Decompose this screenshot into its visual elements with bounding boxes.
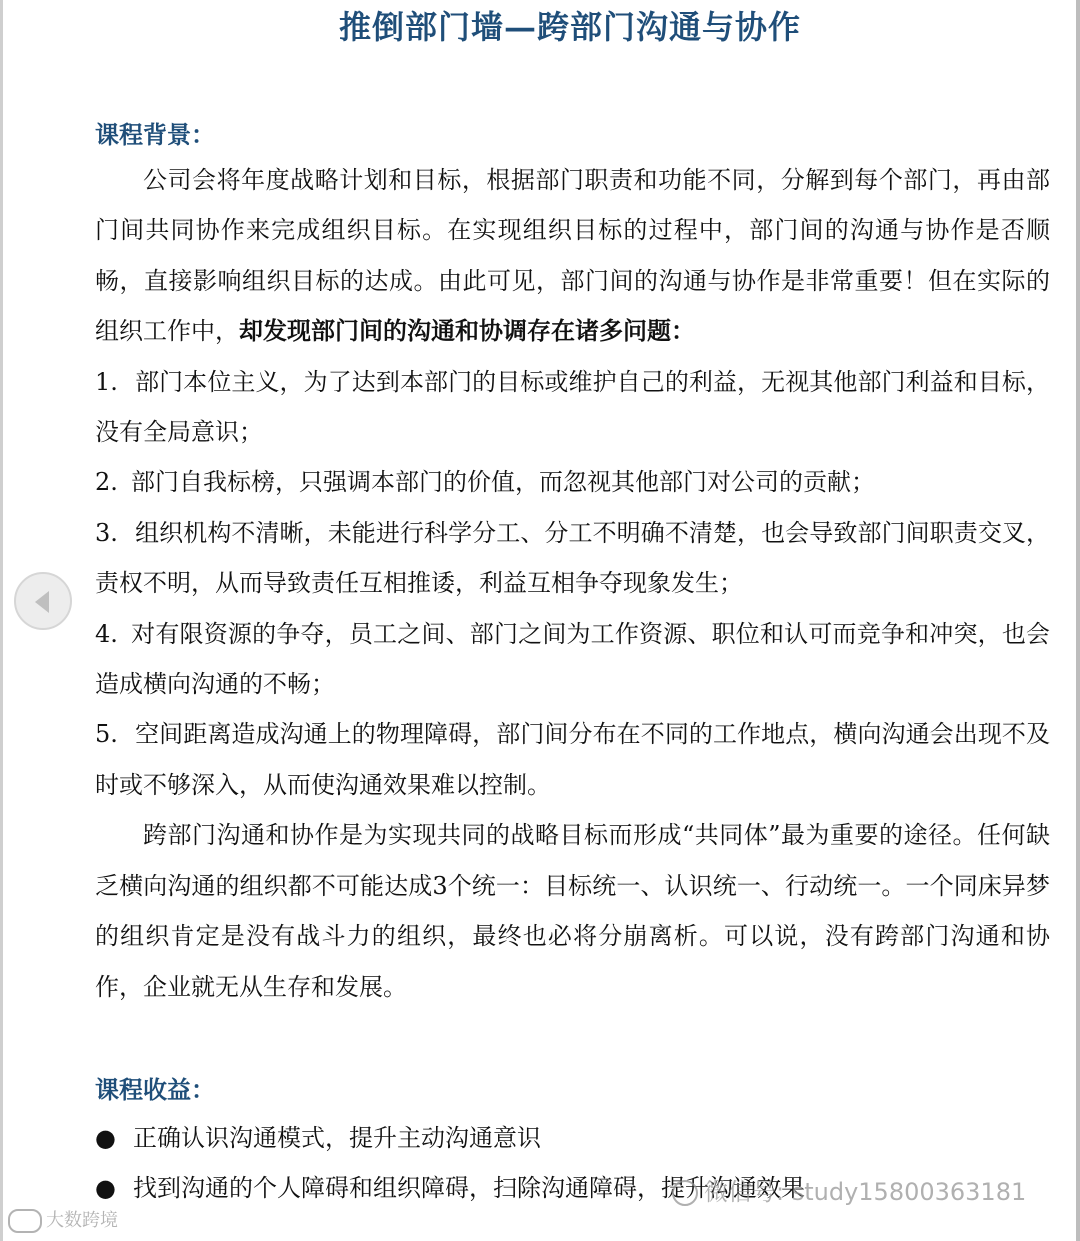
problem-item-2 [95,457,1050,507]
problem-item-5 [95,709,1050,810]
bullet-icon: ● [95,1174,116,1202]
chevron-left-icon [35,591,49,613]
problem-text: 部门本位主义，为了达到本部门的目标或维护自己的利益，无视其他部门利益和目标，没有全局意识； [95,367,1050,447]
intro-paragraph [95,155,1050,357]
wechat-icon [672,1180,698,1206]
page-right-border [1076,0,1080,1241]
problem-number: 3. [95,518,118,547]
intro-bold-text: 却发现部门间的沟通和协调存在诸多问题： [239,316,695,346]
weibo-icon [8,1209,42,1233]
benefit-text: 找到沟通的个人障碍和组织障碍，扫除沟通障碍，提升沟通效果 [133,1174,805,1202]
document-title: 推倒部门墙—跨部门沟通与协作 [338,8,801,46]
conclusion-paragraph: 跨部门沟通和协作是为实现共同的战略目标而形成“共同体”最为重要的途径。任何缺乏横向沟通的组织都不可能达成3个统一：目标统一、认识统一、行动统一。一个同床异梦的组织肯定是没有战斗力的组织，最终也必将分崩离析。可以说，没有跨部门沟通和协作，企业就无从生存和发展。 [95,821,1050,1001]
problem-text: 空间距离造成沟通上的物理障碍，部门间分布在不同的工作地点，横向沟通会出现不及时或不够深入，从而使沟通效果难以控制。 [95,720,1050,799]
problem-number: 5. [95,720,118,749]
benefits-heading: 课程收益： [95,1075,215,1104]
background-heading: 课程背景： [95,120,215,149]
problem-text: 部门自我标榜，只强调本部门的价值，而忽视其他部门对公司的贡献； [131,468,875,497]
previous-page-button[interactable] [14,572,72,630]
problem-text: 组织机构不清晰，未能进行科学分工、分工不明确不清楚，也会导致部门间职责交叉，责权不明，从而导致责任互相推诿，利益互相争夺现象发生； [95,518,1050,598]
benefit-item [95,1113,1050,1163]
brand-watermark-text: 大数跨境 [46,1210,118,1231]
wechat-watermark [672,1172,1026,1207]
problem-text: 对有限资源的争夺，员工之间、部门之间为工作资源、职位和认可而竞争和冲突，也会造成横向沟通的不畅； [95,619,1050,699]
problem-number: 4. [95,619,118,648]
problem-item-1 [95,357,1050,458]
brand-watermark [8,1206,118,1233]
problem-item-4 [95,609,1050,710]
document-body [95,155,1050,1012]
page-left-border [0,0,3,1241]
intro-text: 公司会将年度战略计划和目标，根据部门职责和功能不同，分解到每个部门，再由部门间共同协作来完成组织目标。在实现组织目标的过程中，部门间的沟通与协作是否顺畅，直接影响组织目标的达成。由此可见，部门间的沟通与协作是非常重要！但在实际的组织工作中， [95,166,1050,346]
bullet-icon: ● [95,1124,116,1152]
problem-number: 1. [95,367,118,396]
wechat-watermark-text: 微信号: study15800363181 [704,1178,1027,1206]
problem-number: 2. [95,468,118,497]
problem-item-3 [95,508,1050,609]
benefit-text: 正确认识沟通模式，提升主动沟通意识 [133,1124,541,1152]
